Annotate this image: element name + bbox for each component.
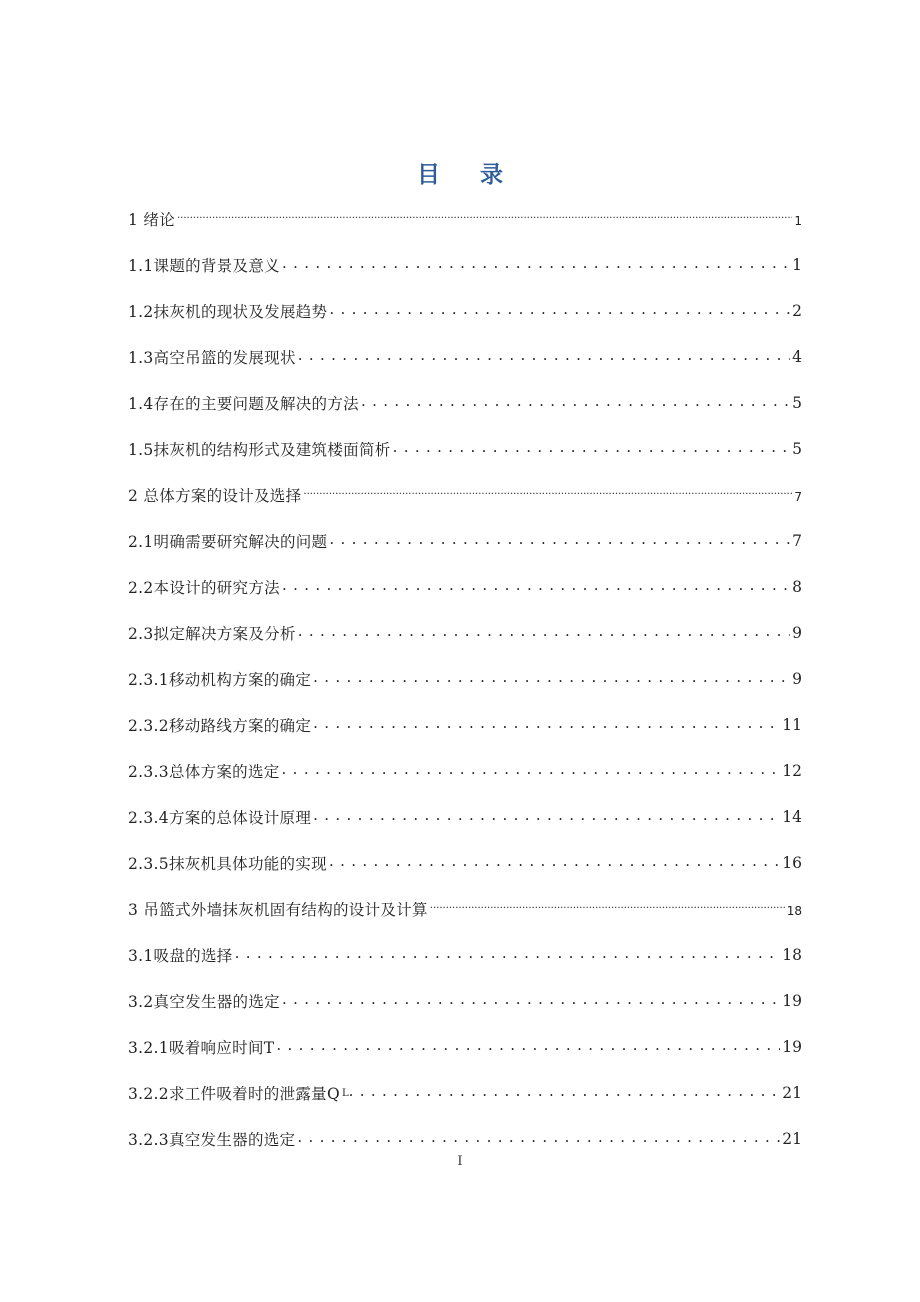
toc-entry-label: 3 吊篮式外墙抹灰机固有结构的设计及计算	[128, 901, 428, 919]
toc-entry-label: 2 总体方案的设计及选择	[128, 487, 302, 505]
toc-leader-dots	[430, 902, 785, 916]
page-footer-number: I	[457, 1154, 463, 1169]
toc-leader-dots	[276, 1037, 780, 1057]
toc-entry-label: 3.2.3真空发生器的选定	[128, 1131, 296, 1149]
toc-entry-label: 2.3.2移动路线方案的确定	[128, 717, 312, 735]
toc-entry-label: 3.2.1吸着响应时间T	[128, 1039, 275, 1057]
toc-page-number: 19	[782, 1038, 802, 1056]
toc-entry[interactable]	[128, 564, 802, 610]
toc-leader-dots	[329, 301, 790, 321]
toc-leader-dots	[313, 807, 780, 827]
toc-page-number: 4	[792, 348, 802, 366]
toc-leader-dots	[298, 623, 790, 643]
toc-leader-dots	[329, 853, 780, 873]
toc-page-number: 14	[782, 808, 802, 826]
toc-page-number: 19	[782, 992, 802, 1010]
toc-entry-label: 2.3.3总体方案的选定	[128, 763, 280, 781]
toc-entry[interactable]	[128, 610, 802, 656]
toc-entry-label-subscript: L	[341, 1087, 349, 1099]
toc-entry-label: 2.3.1移动机构方案的确定	[128, 671, 312, 689]
toc-entry[interactable]	[128, 426, 802, 472]
toc-page-number: 9	[792, 624, 802, 642]
toc-leader-dots	[298, 347, 790, 367]
toc-entry[interactable]	[128, 242, 802, 288]
toc-entry-label: 2.2本设计的研究方法	[128, 579, 280, 597]
toc-page-number: 5	[792, 394, 802, 412]
toc-leader-dots	[177, 212, 792, 226]
toc-leader-dots	[393, 439, 791, 459]
toc-chapter-entry[interactable]	[128, 196, 802, 242]
toc-entry[interactable]	[128, 380, 802, 426]
toc-entry[interactable]	[128, 334, 802, 380]
toc-page-number: 8	[792, 578, 802, 596]
toc-leader-dots	[329, 531, 790, 551]
toc-chapter-entry[interactable]	[128, 886, 802, 932]
toc-leader-dots	[303, 488, 792, 502]
toc-leader-dots	[297, 1129, 780, 1149]
toc-entry[interactable]	[128, 518, 802, 564]
toc-entry-label: 3.2.2求工件吸着时的泄露量Q	[128, 1085, 340, 1103]
toc-entry-label: 1.3高空吊篮的发展现状	[128, 349, 296, 367]
toc-entry-label: 2.1明确需要研究解决的问题	[128, 533, 328, 551]
toc-chapter-entry[interactable]	[128, 472, 802, 518]
toc-entry-label: 1 绪论	[128, 211, 175, 229]
toc-leader-dots	[282, 991, 780, 1011]
toc-page-number: 16	[782, 854, 802, 872]
toc-entry-label: 2.3.4方案的总体设计原理	[128, 809, 312, 827]
toc-leader-dots	[313, 669, 790, 689]
toc-page-number: 7	[792, 532, 802, 550]
toc-entry[interactable]	[128, 1024, 802, 1070]
toc-entry-label: 1.5抹灰机的结构形式及建筑楼面简析	[128, 441, 391, 459]
toc-page-number: 18	[786, 904, 802, 918]
toc-page-number: 5	[792, 440, 802, 458]
table-of-contents	[128, 196, 802, 1162]
toc-page-number: 18	[782, 946, 802, 964]
toc-entry-label: 3.2真空发生器的选定	[128, 993, 280, 1011]
toc-entry[interactable]	[128, 794, 802, 840]
toc-entry[interactable]	[128, 702, 802, 748]
toc-leader-dots	[282, 577, 790, 597]
toc-page-number: 12	[782, 762, 802, 780]
toc-entry[interactable]	[128, 288, 802, 334]
toc-page-number: 11	[782, 716, 802, 734]
toc-entry-label: 1.1课题的背景及意义	[128, 257, 280, 275]
toc-entry-label: 3.1吸盘的选择	[128, 947, 233, 965]
toc-entry[interactable]	[128, 932, 802, 978]
toc-entry-label: 2.3.5抹灰机具体功能的实现	[128, 855, 327, 873]
toc-entry[interactable]	[128, 748, 802, 794]
toc-entry[interactable]	[128, 656, 802, 702]
toc-page-number: 21	[782, 1130, 802, 1148]
toc-leader-dots	[282, 761, 781, 781]
toc-page-number: 2	[792, 302, 802, 320]
page-title: 目 录	[416, 162, 519, 188]
toc-page-number: 9	[792, 670, 802, 688]
toc-entry-label: 1.2抹灰机的现状及发展趋势	[128, 303, 328, 321]
toc-entry-label: 1.4存在的主要问题及解决的方法	[128, 395, 359, 413]
toc-entry-label: 2.3拟定解决方案及分析	[128, 625, 296, 643]
toc-leader-dots	[361, 393, 790, 413]
toc-entry[interactable]	[128, 978, 802, 1024]
toc-entry[interactable]	[128, 840, 802, 886]
toc-page-number: 21	[782, 1084, 802, 1102]
toc-leader-dots	[235, 945, 781, 965]
toc-page-number: 1	[794, 214, 802, 228]
toc-leader-dots	[313, 715, 780, 735]
toc-leader-dots	[349, 1083, 781, 1103]
toc-leader-dots	[282, 255, 790, 275]
toc-page-number: 7	[794, 490, 802, 504]
toc-page-number: 1	[792, 256, 802, 274]
toc-entry[interactable]	[128, 1070, 802, 1116]
